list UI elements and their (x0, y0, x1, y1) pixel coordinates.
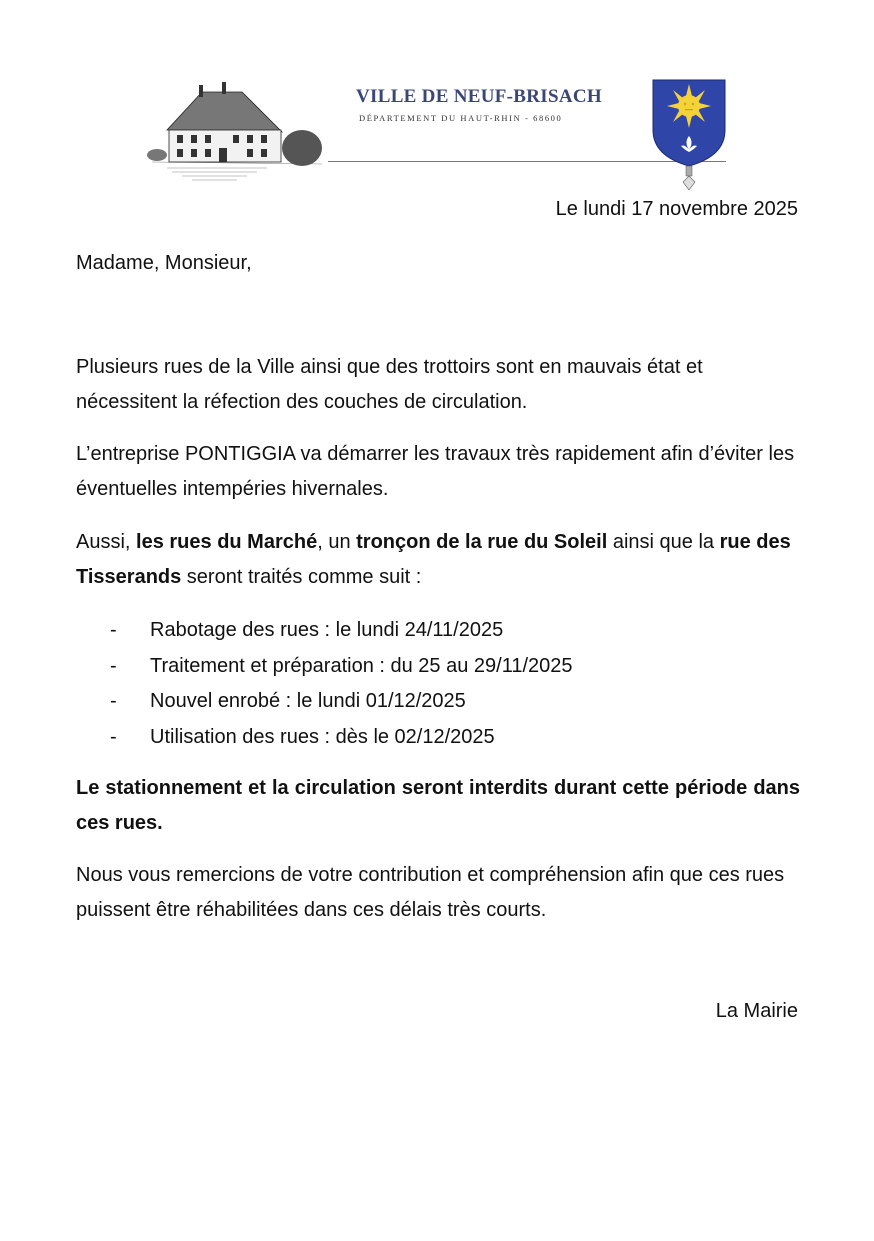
paragraph-thanks: Nous vous remercions de votre contribution et compréhension afin que ces rues puissent être réhabilitées dans ces délais très courts. (76, 864, 785, 921)
schedule-item (110, 720, 800, 756)
schedule-item (110, 649, 800, 685)
paragraph-streets-condition: Plusieurs rues de la Ville ainsi que des trottoirs sont en mauvais état et nécessitent la réfection des couches de circulation. (76, 356, 703, 413)
schedule-text: Traitement et préparation : du 25 au 29/11/2025 (150, 654, 573, 677)
paragraph-contractor: L’entreprise PONTIGGIA va démarrer les travaux très rapidement afin d’éviter les éventuelles intempéries hivernales. (76, 443, 795, 500)
schedule-item (110, 613, 800, 649)
schedule-list (110, 613, 800, 755)
list-dash: - (110, 690, 117, 713)
salutation: Madame, Monsieur, (76, 252, 252, 274)
paragraph-affected-streets (76, 525, 800, 595)
schedule-text: Utilisation des rues : dès le 02/12/2025 (150, 725, 495, 748)
letter-date: Le lundi 17 novembre 2025 (555, 198, 798, 220)
parking-warning: Le stationnement et la circulation seront interdits durant cette période dans ces rues. (76, 777, 800, 834)
text-segment: ainsi que la (607, 531, 720, 553)
street-soleil: tronçon de la rue du Soleil (356, 531, 608, 553)
signature: La Mairie (715, 1000, 798, 1022)
schedule-text: Rabotage des rues : le lundi 24/11/2025 (150, 619, 504, 642)
text-segment: seront traités comme suit : (181, 566, 422, 588)
list-dash: - (110, 619, 117, 642)
text-segment: Aussi, (76, 531, 137, 553)
town-name: VILLE DE NEUF-BRISACH (356, 86, 602, 107)
list-dash: - (110, 725, 117, 748)
street-marche: les rues du Marché (136, 531, 318, 553)
street-tisserands: rue des Tisserands (76, 531, 791, 588)
schedule-text: Nouvel enrobé : le lundi 01/12/2025 (150, 690, 466, 713)
coat-of-arms-icon (651, 78, 727, 193)
text-segment: , un (317, 531, 357, 553)
town-hall-illustration (147, 80, 327, 188)
list-dash: - (110, 654, 117, 677)
schedule-item (110, 684, 800, 720)
department-line: DÉPARTEMENT DU HAUT-RHIN - 68600 (359, 113, 563, 123)
